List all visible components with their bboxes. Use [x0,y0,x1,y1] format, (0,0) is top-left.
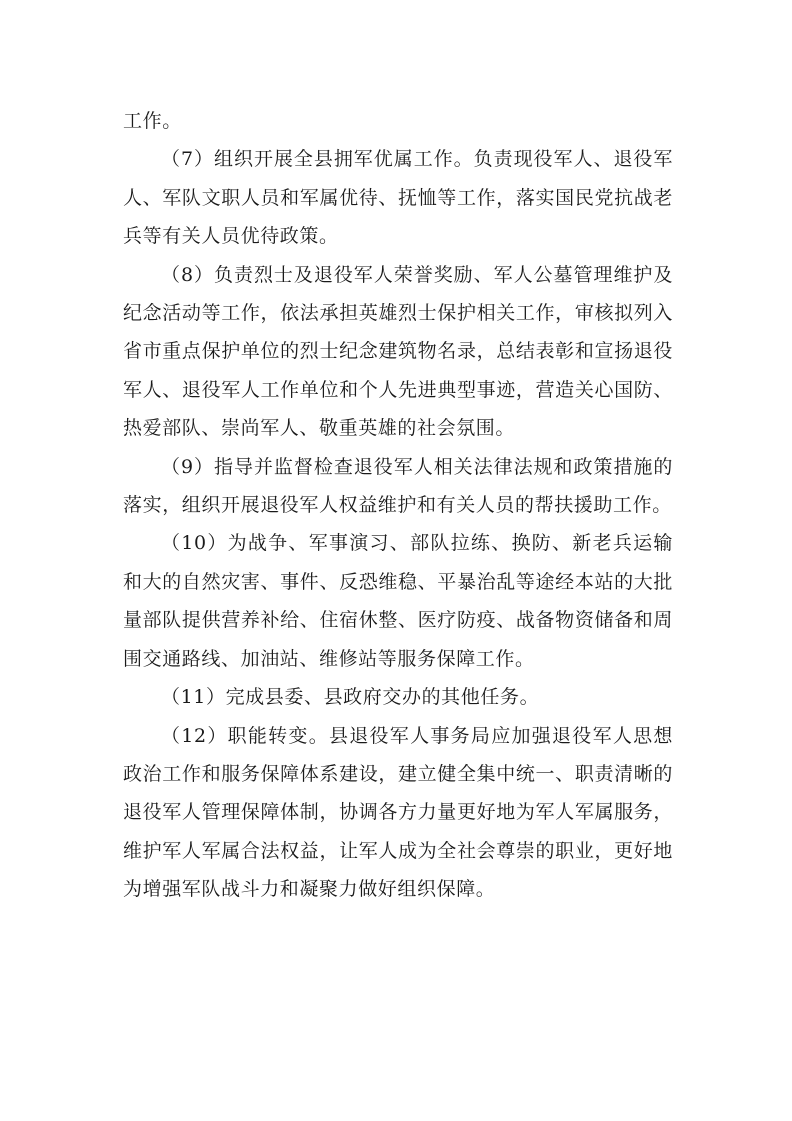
paragraph-continuation: 工作。 [123,110,182,132]
paragraph-item-8: （8）负责烈士及退役军人荣誉奖励、军人公墓管理维护及纪念活动等工作，依法承担英雄烈士保护相关工作，审核拟列入省市重点保护单位的烈士纪念建筑物名录，总结表彰和宣扬退役军人、退役军人工作单位和个人先进典型事迹，营造关心国防、热爱部队、崇尚军人、敬重英雄的社会氛围。 [123,263,673,440]
paragraph-item-12: （12）职能转变。县退役军人事务局应加强退役军人思想政治工作和服务保障体系建设，建立健全集中统一、职责清晰的退役军人管理保障体制，协调各方力量更好地为军人军属服务，维护军人军属合法权益，让军人成为全社会尊崇的职业，更好地为增强军队战斗力和凝聚力做好组织保障。 [123,724,673,901]
paragraph-item-11: （11）完成县委、县政府交办的其他任务。 [161,686,540,709]
paragraph-item-10: （10）为战争、军事演习、部队拉练、换防、新老兵运输和大的自然灾害、事件、反恐维稳、平暴治乱等途经本站的大批量部队提供营养补给、住宿休整、医疗防疫、战备物资储备和周围交通路线、加油站、维修站等服务保障工作。 [123,532,673,670]
paragraph-item-9: （9）指导并监督检查退役军人相关法律法规和政策措施的落实，组织开展退役军人权益维护和有关人员的帮扶援助工作。 [123,455,673,517]
paragraph-item-7: （7）组织开展全县拥军优属工作。负责现役军人、退役军人、军队文职人员和军属优待、抚恤等工作，落实国民党抗战老兵等有关人员优待政策。 [123,148,673,248]
document-body [123,102,673,909]
